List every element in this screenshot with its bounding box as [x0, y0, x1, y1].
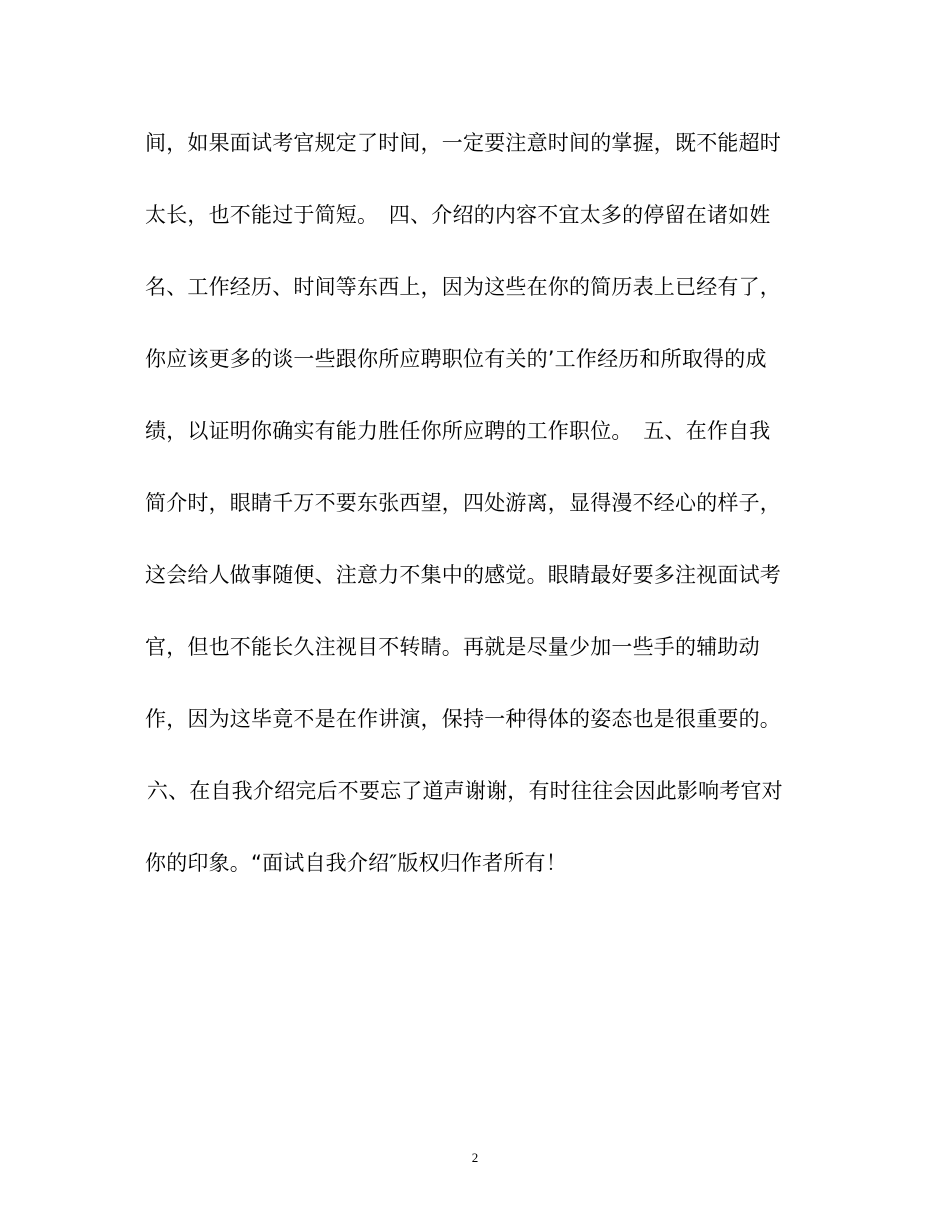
paragraph-line: 简介时，眼睛千万不要东张西望，四处游离，显得漫不经心的样子，: [145, 491, 781, 515]
paragraph-line: 作，因为这毕竟不是在作讲演，保持一种得体的姿态也是很重要的。: [145, 707, 781, 731]
page-number: 2: [471, 1150, 479, 1165]
paragraph-line: 官，但也不能长久注视目不转睛。再就是尽量少加一些手的辅助动: [145, 635, 760, 659]
paragraph-line: 太长，也不能过于简短。 四、介绍的内容不宜太多的停留在诸如姓: [145, 203, 771, 227]
paragraph-line: 间，如果面试考官规定了时间，一定要注意时间的掌握，既不能超时: [145, 131, 781, 155]
paragraph-line: 你应该更多的谈一些跟你所应聘职位有关的’工作经历和所取得的成: [145, 347, 767, 371]
paragraph-line: 六、在自我介绍完后不要忘了道声谢谢，有时往往会因此影响考官对: [140, 779, 783, 803]
paragraph-line: 绩，以证明你确实有能力胜任你所应聘的工作职位。 五、在作自我: [145, 419, 771, 443]
paragraph-line: 名、工作经历、时间等东西上，因为这些在你的简历表上已经有了，: [145, 275, 781, 299]
paragraph-line: 这会给人做事随便、注意力不集中的感觉。眼睛最好要多注视面试考: [145, 563, 781, 587]
paragraph-line: 你的印象。“面试自我介绍″版权归作者所有！: [145, 851, 567, 875]
